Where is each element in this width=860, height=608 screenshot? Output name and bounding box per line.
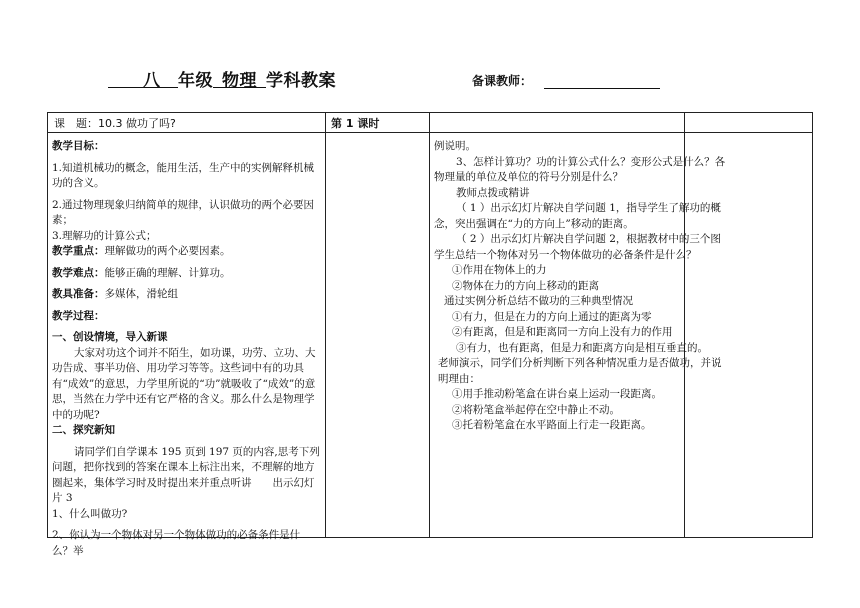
column-divider-2 [429, 113, 430, 537]
header-row-divider [48, 132, 812, 133]
tools: 教具准备：多媒体，滑轮组 [52, 288, 178, 300]
grade-suffix: 年级 [178, 71, 213, 91]
mid-line-12: 老师演示，同学们分析判断下列各种情况重力是否做功，并说明理由： [438, 357, 722, 385]
document-title [108, 66, 336, 91]
mid-line-5: （ 2 ）出示幻灯片解决自学问题 2，根据教材中的三个图学生总结一个物体对另一个物体做功的必备条件是什么？ [434, 233, 721, 261]
lesson-cell: 第 1 课时 [331, 117, 380, 130]
goal-2: 2.通过物理现象归纳简单的规律，认识做功的两个必要因素； [52, 198, 315, 226]
subject-blank: 物理 [222, 71, 257, 91]
lesson-plan-table [47, 112, 813, 557]
title-row [0, 64, 860, 94]
subject-suffix: 学科教案 [266, 71, 336, 91]
mid-line-7: ②物体在力的方向上移动的距离 [452, 279, 599, 292]
mid-line-6: ①作用在物体上的力 [452, 264, 547, 276]
mid-line-4: （ 1 ）出示幻灯片解决自学问题 1，指导学生了解功的概念，突出强调在“力的方向上”移动的距离。 [434, 202, 721, 230]
grade-blank: 八 [143, 71, 161, 91]
mid-line-11: ③有力，也有距离，但是力和距离方向是相互垂直的。 [456, 341, 708, 354]
mid-line-13: ①用手推动粉笔盒在讲台桌上运动一段距离。 [452, 388, 662, 400]
left-column [52, 139, 320, 559]
mid-line-1: 例说明。 [434, 140, 476, 152]
column-divider-1 [325, 113, 326, 537]
mid-line-8: 通过实例分析总结不做功的三种典型情况 [444, 295, 633, 307]
section-2-title: 二、探究新知 [52, 424, 115, 436]
goal-label: 教学目标： [52, 140, 105, 152]
question-2: 2、你认为一个物体对另一个物体做功的必备条件是什么？举 [52, 529, 301, 557]
section-1-text: 大家对功这个词并不陌生，如功课，功劳、立功、大功告成、事半功倍、用功学习等等。这些词中有的功具有“成效”的意思，力学里所说的“功”就吸收了“成效”的意思，当然在力学中还有它严格的含义。那么什么是物理学中的功呢? [52, 346, 316, 421]
mid-line-2: 3、怎样计算功？功的计算公式什么？变形公式是什么？各物理量的单位及单位的符号分别是什么？ [434, 155, 726, 183]
mid-line-15: ③托着粉笔盒在水平路面上行走一段距离。 [452, 419, 652, 431]
difficulty: 教学难点：能够正确的理解、计算功。 [52, 266, 231, 279]
middle-column [434, 139, 728, 434]
process-label: 教学过程： [52, 309, 105, 322]
section-1-title: 一、创设情境，导入新课 [52, 331, 168, 343]
mid-line-9: ①有力，但是在力的方向上通过的距离为零 [452, 310, 652, 323]
mid-line-10: ②有距离，但是和距离同一方向上没有力的作用 [452, 326, 673, 338]
key-point: 教学重点：理解做功的两个必要因素。 [52, 245, 231, 257]
mid-line-14: ②将粉笔盒举起停在空中静止不动。 [452, 403, 620, 416]
topic-cell: 课 题：10.3 做功了吗? [54, 117, 176, 130]
mid-line-3: 教师点拨或精讲 [456, 186, 530, 199]
section-2-text: 请同学们自学课本 195 页到 197 页的内容,思考下列问题，把你找到的答案在课本上标注出来，不理解的地方圈起来，集体学习时及时提出来并重点听讲 出示幻灯片 3 [52, 445, 320, 504]
question-1: 1、什么叫做功? [52, 507, 128, 520]
goal-1: 1.知道机械功的概念，能用生活，生产中的实例解释机械功的含义。 [52, 161, 315, 189]
teacher-label: 备课教师： [472, 74, 533, 88]
teacher-signature-line [544, 88, 660, 89]
goal-3: 3.理解功的计算公式； [52, 229, 157, 242]
